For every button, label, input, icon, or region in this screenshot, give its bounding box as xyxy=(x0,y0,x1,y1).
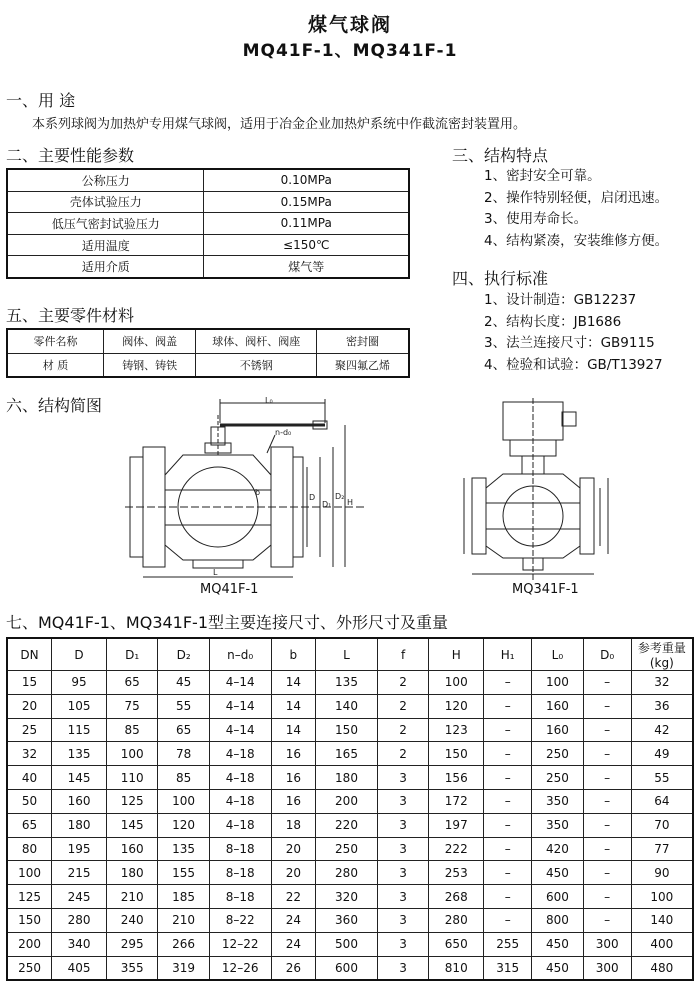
table-cell: 4–18 xyxy=(209,766,271,790)
table-cell: 低压气密封试验压力 xyxy=(7,213,204,235)
table-cell: 0.10MPa xyxy=(204,169,409,191)
table-row xyxy=(7,213,409,235)
table-cell: 200 xyxy=(7,932,52,956)
table-cell: 3 xyxy=(377,813,428,837)
table-cell: 319 xyxy=(158,956,209,980)
table-cell: 250 xyxy=(532,742,583,766)
mq41f-drawing xyxy=(125,395,365,580)
table-cell: 80 xyxy=(7,837,52,861)
table-cell: 110 xyxy=(106,766,157,790)
caption-mq341f: MQ341F-1 xyxy=(512,582,579,597)
table-cell: 4–18 xyxy=(209,742,271,766)
table-cell: – xyxy=(484,718,532,742)
table-cell: 123 xyxy=(429,718,484,742)
table-cell: 295 xyxy=(106,932,157,956)
table-cell: 55 xyxy=(631,766,693,790)
table-cell: 0.11MPa xyxy=(204,213,409,235)
table-cell: 250 xyxy=(532,766,583,790)
table-cell: 密封圈 xyxy=(317,329,409,353)
table-cell: 4–18 xyxy=(209,789,271,813)
table-cell: 320 xyxy=(316,885,378,909)
table-cell: 185 xyxy=(158,885,209,909)
table-cell: – xyxy=(583,742,631,766)
table-cell: 22 xyxy=(271,885,316,909)
table-cell: – xyxy=(484,908,532,932)
column-header: L xyxy=(316,638,378,671)
label-d2: D₂ xyxy=(335,492,345,501)
table-cell: 300 xyxy=(583,956,631,980)
table-cell: 180 xyxy=(106,861,157,885)
table-cell: – xyxy=(583,789,631,813)
table-cell: 245 xyxy=(52,885,107,909)
table-cell: 65 xyxy=(7,813,52,837)
table-cell: – xyxy=(484,742,532,766)
performance-table xyxy=(6,168,410,279)
table-cell: 12–26 xyxy=(209,956,271,980)
table-cell: 85 xyxy=(158,766,209,790)
table-row xyxy=(7,718,693,742)
sec2-heading: 二、主要性能参数 xyxy=(6,146,135,165)
table-cell: 75 xyxy=(106,694,157,718)
table-cell: – xyxy=(583,813,631,837)
table-cell: 100 xyxy=(7,861,52,885)
table-cell: 810 xyxy=(429,956,484,980)
column-header: H xyxy=(429,638,484,671)
table-cell: 120 xyxy=(429,694,484,718)
table-cell: 3 xyxy=(377,766,428,790)
table-cell: 200 xyxy=(316,789,378,813)
table-cell: 24 xyxy=(271,908,316,932)
column-header: f xyxy=(377,638,428,671)
table-cell: 160 xyxy=(532,694,583,718)
table-row xyxy=(7,169,409,191)
list-item: 4、结构紧凑，安装维修方便。 xyxy=(484,232,669,249)
table-cell: 12–22 xyxy=(209,932,271,956)
table-cell: 340 xyxy=(52,932,107,956)
table-cell: 350 xyxy=(532,789,583,813)
table-cell: 2 xyxy=(377,718,428,742)
table-cell: 400 xyxy=(631,932,693,956)
sec4-list xyxy=(484,290,663,376)
table-cell: 268 xyxy=(429,885,484,909)
table-cell: 450 xyxy=(532,861,583,885)
sec1-heading: 一、用 途 xyxy=(6,91,76,110)
table-cell: 公称压力 xyxy=(7,169,204,191)
table-cell: ≤150℃ xyxy=(204,234,409,256)
table-cell: 4–18 xyxy=(209,813,271,837)
table-cell: 16 xyxy=(271,766,316,790)
table-cell: – xyxy=(583,837,631,861)
table-cell: – xyxy=(583,671,631,695)
table-row xyxy=(7,861,693,885)
table-cell: 195 xyxy=(52,837,107,861)
sec4-heading: 四、执行标准 xyxy=(452,269,549,288)
table-cell: 210 xyxy=(106,885,157,909)
table-cell: 160 xyxy=(532,718,583,742)
list-item: 4、检验和试验：GB/T13927 xyxy=(484,356,663,373)
table-cell: 600 xyxy=(316,956,378,980)
table-cell: 150 xyxy=(316,718,378,742)
table-cell: 160 xyxy=(52,789,107,813)
list-item: 3、法兰连接尺寸：GB9115 xyxy=(484,335,655,351)
table-row xyxy=(7,956,693,980)
table-cell: 100 xyxy=(106,742,157,766)
sec1-text: 本系列球阀为加热炉专用煤气球阀，适用于冶金企业加热炉系统中作截流密封装置用。 xyxy=(32,117,527,132)
table-cell: 125 xyxy=(106,789,157,813)
sec3-list xyxy=(484,166,668,252)
table-cell: 64 xyxy=(631,789,693,813)
table-row xyxy=(7,813,693,837)
table-cell: 65 xyxy=(158,718,209,742)
caption-mq41f: MQ41F-1 xyxy=(200,582,259,597)
column-header: H₁ xyxy=(484,638,532,671)
table-cell: 零件名称 xyxy=(7,329,103,353)
table-row xyxy=(7,742,693,766)
table-cell: 350 xyxy=(532,813,583,837)
table-cell: 球体、阀杆、阀座 xyxy=(196,329,317,353)
table-cell: 85 xyxy=(106,718,157,742)
table-cell: 250 xyxy=(7,956,52,980)
table-cell: 3 xyxy=(377,885,428,909)
table-cell: 18 xyxy=(271,813,316,837)
table-cell: 8–18 xyxy=(209,885,271,909)
table-row xyxy=(7,908,693,932)
page-title: 煤气球阀 xyxy=(307,14,392,36)
label-h: H xyxy=(347,498,354,507)
label-nd: n-d₀ xyxy=(275,428,292,437)
dimensions-table xyxy=(6,637,694,981)
table-cell: – xyxy=(583,694,631,718)
column-header: 参考重量(kg) xyxy=(631,638,693,671)
table-cell: 4–14 xyxy=(209,671,271,695)
table-cell: 250 xyxy=(316,837,378,861)
table-cell: 650 xyxy=(429,932,484,956)
table-cell: – xyxy=(484,789,532,813)
table-cell: 115 xyxy=(52,718,107,742)
table-cell: 95 xyxy=(52,671,107,695)
table-row xyxy=(7,932,693,956)
column-header: n–d₀ xyxy=(209,638,271,671)
table-cell: 阀体、阀盖 xyxy=(103,329,195,353)
table-cell: 45 xyxy=(158,671,209,695)
list-item: 3、使用寿命长。 xyxy=(484,211,588,227)
table-cell: 600 xyxy=(532,885,583,909)
table-cell: 450 xyxy=(532,956,583,980)
table-cell: 16 xyxy=(271,742,316,766)
table-row xyxy=(7,329,409,353)
sec6-heading: 六、结构简图 xyxy=(6,396,103,415)
table-cell: 165 xyxy=(316,742,378,766)
sec3-heading: 三、结构特点 xyxy=(452,146,549,165)
table-cell: 215 xyxy=(52,861,107,885)
table-cell: 14 xyxy=(271,694,316,718)
table-cell: 2 xyxy=(377,742,428,766)
table-cell: 172 xyxy=(429,789,484,813)
table-cell: 14 xyxy=(271,671,316,695)
table-cell: 150 xyxy=(429,742,484,766)
column-header: DN xyxy=(7,638,52,671)
table-cell: 255 xyxy=(484,932,532,956)
table-cell: 100 xyxy=(158,789,209,813)
table-cell: 3 xyxy=(377,861,428,885)
table-cell: 222 xyxy=(429,837,484,861)
table-cell: 160 xyxy=(106,837,157,861)
table-cell: 135 xyxy=(158,837,209,861)
table-cell: 180 xyxy=(52,813,107,837)
table-cell: 8–18 xyxy=(209,861,271,885)
table-row xyxy=(7,191,409,213)
table-cell: 150 xyxy=(7,908,52,932)
table-cell: 500 xyxy=(316,932,378,956)
table-cell: 266 xyxy=(158,932,209,956)
table-cell: 140 xyxy=(631,908,693,932)
table-cell: 135 xyxy=(52,742,107,766)
table-cell: 155 xyxy=(158,861,209,885)
table-cell: 8–22 xyxy=(209,908,271,932)
table-cell: 90 xyxy=(631,861,693,885)
table-row xyxy=(7,353,409,377)
table-cell: 4–14 xyxy=(209,718,271,742)
table-cell: 26 xyxy=(271,956,316,980)
label-b: b xyxy=(255,488,261,497)
table-cell: 50 xyxy=(7,789,52,813)
table-cell: 聚四氟乙烯 xyxy=(317,353,409,377)
table-header-row xyxy=(7,638,693,671)
table-cell: 8–18 xyxy=(209,837,271,861)
list-item: 2、结构长度：JB1686 xyxy=(484,313,622,330)
table-cell: 125 xyxy=(7,885,52,909)
column-header: L₀ xyxy=(532,638,583,671)
table-cell: 280 xyxy=(52,908,107,932)
table-cell: 3 xyxy=(377,956,428,980)
table-cell: 32 xyxy=(631,671,693,695)
table-cell: 42 xyxy=(631,718,693,742)
table-row xyxy=(7,256,409,278)
table-cell: 105 xyxy=(52,694,107,718)
label-l: L xyxy=(213,568,218,577)
table-cell: 2 xyxy=(377,671,428,695)
table-cell: 300 xyxy=(583,932,631,956)
table-cell: 100 xyxy=(631,885,693,909)
table-cell: 14 xyxy=(271,718,316,742)
table-cell: 77 xyxy=(631,837,693,861)
table-cell: – xyxy=(583,766,631,790)
table-cell: – xyxy=(484,671,532,695)
table-cell: 800 xyxy=(532,908,583,932)
table-row xyxy=(7,694,693,718)
column-header: b xyxy=(271,638,316,671)
table-cell: 材 质 xyxy=(7,353,103,377)
table-cell: 280 xyxy=(429,908,484,932)
table-cell: 煤气等 xyxy=(204,256,409,278)
table-cell: 140 xyxy=(316,694,378,718)
table-cell: 480 xyxy=(631,956,693,980)
table-cell: 32 xyxy=(7,742,52,766)
table-cell: – xyxy=(484,837,532,861)
table-cell: 16 xyxy=(271,789,316,813)
label-d: D xyxy=(309,493,316,502)
sec5-heading: 五、主要零件材料 xyxy=(6,306,135,325)
table-cell: 15 xyxy=(7,671,52,695)
table-row xyxy=(7,837,693,861)
table-cell: 24 xyxy=(271,932,316,956)
table-cell: 240 xyxy=(106,908,157,932)
table-cell: 2 xyxy=(377,694,428,718)
table-cell: 49 xyxy=(631,742,693,766)
table-cell: 0.15MPa xyxy=(204,191,409,213)
table-cell: 135 xyxy=(316,671,378,695)
table-row xyxy=(7,671,693,695)
table-cell: 210 xyxy=(158,908,209,932)
table-cell: 360 xyxy=(316,908,378,932)
list-item: 1、设计制造：GB12237 xyxy=(484,292,637,308)
table-cell: 4–14 xyxy=(209,694,271,718)
column-header: D xyxy=(52,638,107,671)
table-row xyxy=(7,885,693,909)
label-l0: L₀ xyxy=(265,396,273,405)
table-cell: 不锈钢 xyxy=(196,353,317,377)
table-cell: 253 xyxy=(429,861,484,885)
table-cell: – xyxy=(484,885,532,909)
table-cell: 40 xyxy=(7,766,52,790)
label-d1: D₁ xyxy=(322,500,332,509)
table-cell: 120 xyxy=(158,813,209,837)
table-cell: – xyxy=(583,885,631,909)
table-cell: 145 xyxy=(106,813,157,837)
table-cell: 315 xyxy=(484,956,532,980)
table-cell: 450 xyxy=(532,932,583,956)
table-cell: 100 xyxy=(429,671,484,695)
list-item: 1、密封安全可靠。 xyxy=(484,168,601,184)
table-cell: 20 xyxy=(271,837,316,861)
table-cell: 78 xyxy=(158,742,209,766)
table-cell: – xyxy=(484,766,532,790)
table-cell: 36 xyxy=(631,694,693,718)
column-header: D₂ xyxy=(158,638,209,671)
mq341f-drawing xyxy=(458,398,618,580)
table-cell: 197 xyxy=(429,813,484,837)
sec7-heading: 七、MQ41F-1、MQ341F-1型主要连接尺寸、外形尺寸及重量 xyxy=(6,613,449,632)
table-cell: 壳体试验压力 xyxy=(7,191,204,213)
materials-table xyxy=(6,328,410,378)
table-cell: 20 xyxy=(7,694,52,718)
table-cell: – xyxy=(583,861,631,885)
table-cell: – xyxy=(484,694,532,718)
table-cell: 3 xyxy=(377,837,428,861)
table-cell: 3 xyxy=(377,908,428,932)
table-cell: 适用介质 xyxy=(7,256,204,278)
table-cell: 280 xyxy=(316,861,378,885)
table-cell: 355 xyxy=(106,956,157,980)
column-header: D₀ xyxy=(583,638,631,671)
table-cell: 65 xyxy=(106,671,157,695)
table-cell: 适用温度 xyxy=(7,234,204,256)
table-cell: 180 xyxy=(316,766,378,790)
table-cell: – xyxy=(583,908,631,932)
table-cell: 20 xyxy=(271,861,316,885)
list-item: 2、操作特别轻便，启闭迅速。 xyxy=(484,189,669,206)
table-cell: 3 xyxy=(377,789,428,813)
table-cell: 55 xyxy=(158,694,209,718)
table-cell: 220 xyxy=(316,813,378,837)
column-header: D₁ xyxy=(106,638,157,671)
table-row xyxy=(7,766,693,790)
table-cell: 25 xyxy=(7,718,52,742)
table-cell: 铸钢、铸铁 xyxy=(103,353,195,377)
table-row xyxy=(7,789,693,813)
table-cell: 145 xyxy=(52,766,107,790)
table-cell: – xyxy=(583,718,631,742)
table-row xyxy=(7,234,409,256)
table-cell: 156 xyxy=(429,766,484,790)
table-cell: 405 xyxy=(52,956,107,980)
model-subtitle: MQ41F-1、MQ341F-1 xyxy=(242,41,458,61)
table-cell: – xyxy=(484,861,532,885)
table-cell: 70 xyxy=(631,813,693,837)
table-cell: – xyxy=(484,813,532,837)
table-cell: 420 xyxy=(532,837,583,861)
table-cell: 3 xyxy=(377,932,428,956)
table-cell: 100 xyxy=(532,671,583,695)
